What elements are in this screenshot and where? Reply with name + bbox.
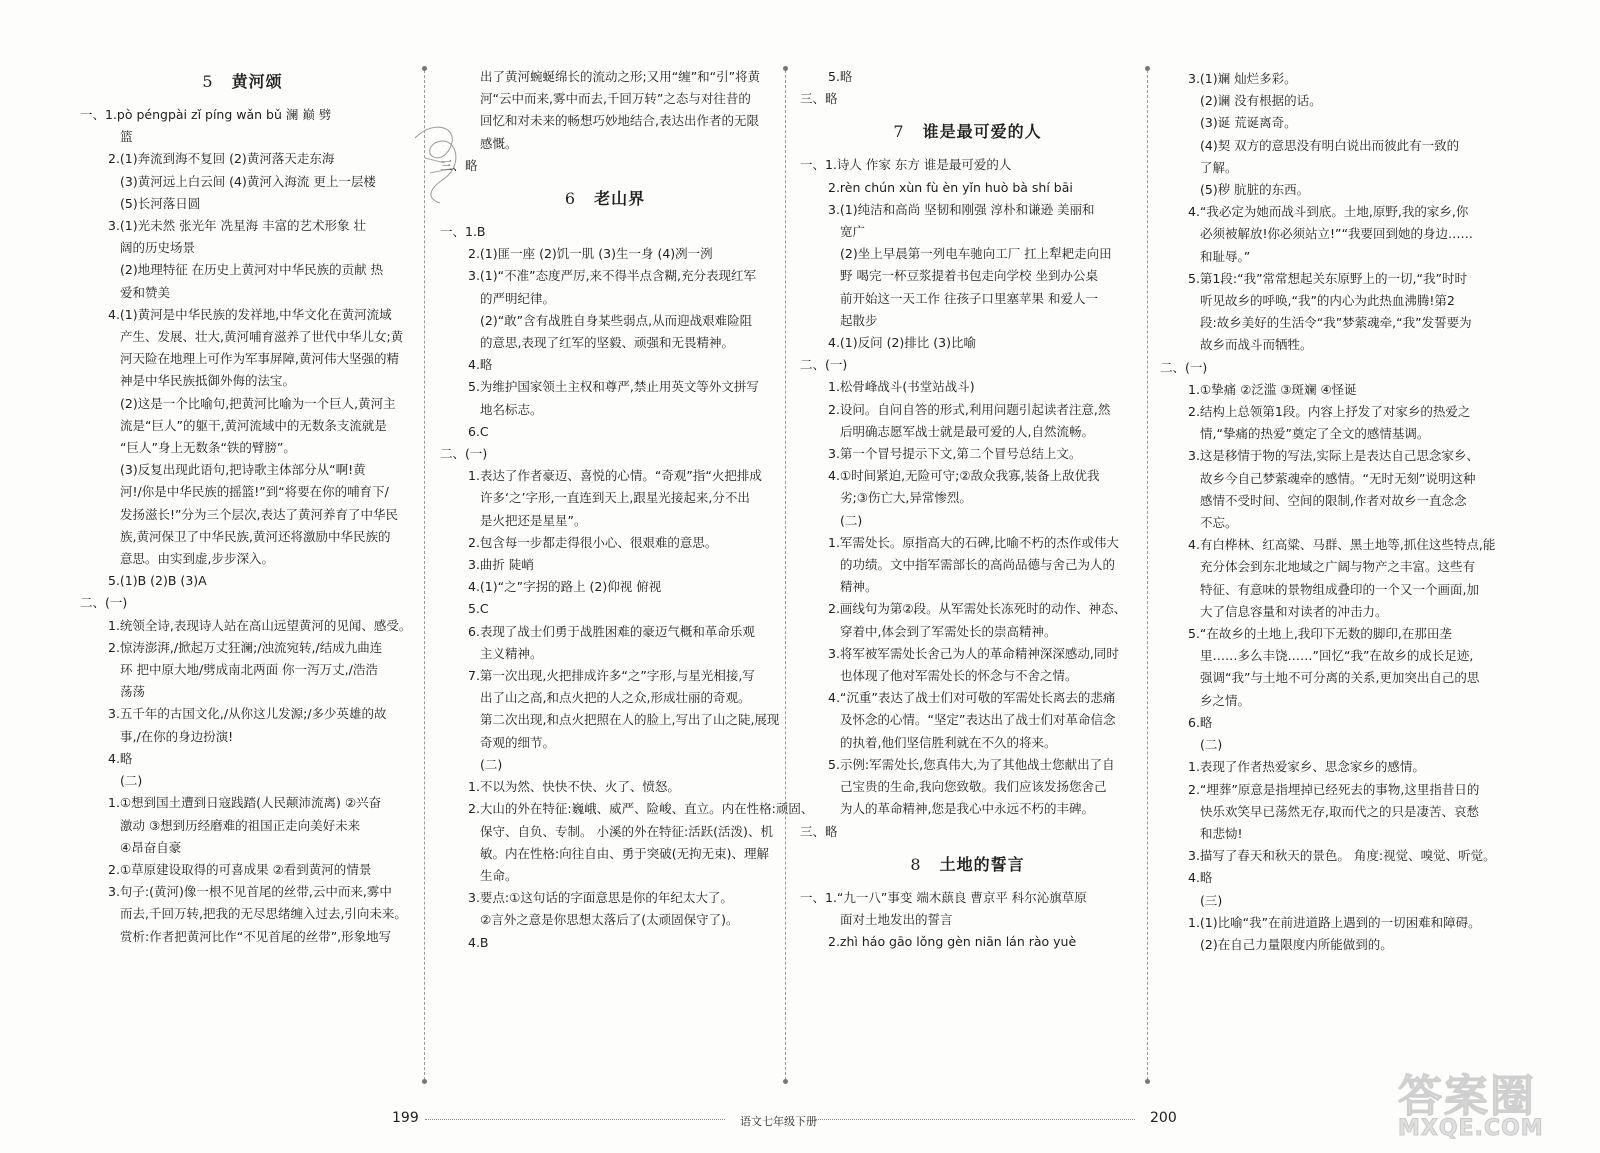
answer-line: 2.“埋葬”原意是指埋掉已经死去的事物,这里指昔日的 (1188, 781, 1480, 797)
answer-line: 2.包含每一步都走得很小心、很艰难的意思。 (468, 534, 718, 550)
answer-line: 6.表现了战士们勇于战胜困难的豪迈气概和革命乐观 (468, 623, 755, 639)
answer-line: 乡之情。 (1200, 692, 1251, 708)
answer-lines (440, 221, 814, 954)
answer-line: 5.“在故乡的土地上,我印下无数的脚印,在那田垄 (1188, 626, 1452, 642)
answer-line: 三、略 (800, 91, 838, 107)
answer-line: 7.第一次出现,火把排成许多“之”字形,与星光相接,写 (468, 668, 755, 684)
answer-line: 2.结构上总领第1段。内容上抒发了对家乡的热爱之 (1188, 404, 1471, 420)
answer-column-4 (1160, 68, 1500, 956)
answer-line: 敏。内在性格:向往自由、勇于突破(无拘无束)、理解 (480, 845, 769, 861)
answer-line: 和悲恸! (1200, 825, 1243, 841)
answer-line: 4.(1)“之”字拐的路上 (2)仰视 俯视 (468, 579, 662, 595)
answer-line: 3.(1)斓 灿烂多彩。 (1188, 71, 1297, 86)
answer-line: 情,“挚痛的热爱”奠定了全文的感情基调。 (1200, 426, 1430, 442)
answer-line: 神是中华民族抵御外侮的法宝。 (120, 373, 296, 389)
answer-line: 河!/你是中华民族的摇篮!”到“将要在你的哺育下/ (120, 484, 389, 500)
answer-line: 2.rèn chún xùn fù èn yǐn huò bà shí bāi (828, 179, 1073, 195)
answer-line: 4.有白桦林、红高粱、马群、黑土地等,抓住这些特点,能 (1188, 537, 1496, 553)
answer-line: 也体现了他对军需处长的怀念与不舍之情。 (840, 668, 1078, 684)
answer-line: 4.(1)黄河是中华民族的发祥地,中华文化在黄河流域 (108, 306, 392, 322)
answer-line: 5.为维护国家领土主权和尊严,禁止用英文等外文拼写 (468, 379, 759, 395)
footer-rule (425, 1119, 725, 1120)
watermark-url: MXQE.COM (1398, 1116, 1544, 1141)
answer-line: 2.大山的外在特征:巍峨、威严、险峻、直立。内在性格:顽固、 (468, 801, 814, 817)
answer-line: 5.(1)B (2)B (3)A (108, 573, 207, 589)
answer-line: 5.第1段:“我”常常想起关东原野上的一切,“我”时时 (1188, 270, 1467, 286)
answer-line: 6.C (468, 423, 489, 439)
answer-line: (2)地理特征 在历史上黄河对中华民族的贡献 热 (120, 262, 384, 278)
answer-line: 和耻辱。” (1200, 248, 1251, 264)
lesson-name: 黄河颂 (231, 72, 283, 91)
answer-line: 许多‘之’字形,一直连到天上,跟星光接起来,分不出 (480, 490, 750, 506)
lesson-number: 8 (910, 854, 922, 874)
answer-line: (3)反复出现此语句,把诗歌主体部分从“啊!黄 (120, 462, 366, 478)
answer-line: 3.曲折 陡峭 (468, 557, 534, 573)
answer-line: (三) (1200, 892, 1223, 908)
answer-line: 宽广 (840, 224, 866, 240)
answer-line: 3.(1)“不准”态度严厉,来不得半点含糊,充分表现红军 (468, 268, 757, 284)
answer-lines (800, 154, 1135, 842)
answer-lines (1160, 68, 1500, 956)
answer-line: 阔的历史场景 (120, 240, 196, 256)
answer-line: 一、1.诗人 作家 东方 谁是最可爱的人 (800, 157, 1012, 173)
answer-line: 赏析:作者把黄河比作“不见首尾的丝带”,形象地写 (120, 928, 392, 944)
answer-line: (3)黄河远上白云间 (4)黄河入海流 更上一层楼 (120, 173, 376, 189)
answer-line: 1.军需处长。原指高大的石碑,比喻不朽的杰作或伟大 (828, 534, 1119, 550)
answer-line: 4.略 (1188, 870, 1213, 886)
answer-line: 听见故乡的呼唤,“我”的内心为此热血沸腾!第2 (1200, 293, 1455, 309)
answer-line: 的执着,他们坚信胜利就在不久的将来。 (840, 734, 1057, 750)
answer-line: 1.①挚痛 ②泛滥 ③斑斓 ④怪诞 (1188, 381, 1357, 397)
answer-line: (3)诞 荒诞离奇。 (1200, 115, 1297, 131)
answer-line: 4.略 (108, 750, 133, 766)
answer-line: 荡荡 (120, 684, 146, 700)
answer-line: 感慨。 (480, 135, 518, 151)
lesson-title (800, 110, 1135, 154)
answer-line: 的功绩。文中指军需部长的高尚品德与舍己为人的 (840, 557, 1116, 573)
answer-line: 一、1.pò péngpài zǐ píng wǎn bǔ 澜 巅 劈 (80, 107, 332, 122)
answer-line: ④昂奋自豪 (120, 839, 182, 855)
answer-line: 奇观的细节。 (480, 734, 556, 750)
answer-line: 发扬滋长!”分为三个层次,表达了黄河养育了中华民 (120, 506, 398, 522)
answer-line: 3.要点:①这句话的字面意思是你的年纪太大了。 (468, 890, 733, 906)
answer-line: 产生、发展、壮大,黄河哺育滋养了世代中华儿女;黄 (120, 329, 404, 345)
answer-line: 4.(1)反问 (2)排比 (3)比喻 (828, 335, 976, 351)
answer-line: (2)坐上早晨第一列电车驰向工厂 扛上犁耙走向田 (840, 246, 1112, 262)
answer-column-1 (80, 60, 412, 948)
answer-column-3 (800, 66, 1135, 953)
answer-line: 3.五千年的古国文化,/从你这儿发源;/多少英雄的故 (108, 706, 387, 722)
answer-line: (二) (120, 773, 143, 789)
answer-line: 流是“巨人”的躯干,黄河流域中的无数条支流就是 (120, 417, 387, 433)
answer-line: 二、(一) (1160, 359, 1208, 375)
answer-line: 3.描写了春天和秋天的景色。 角度:视觉、嗅觉、听觉。 (1188, 848, 1496, 864)
answer-line: 第二次出现,和点火把照在人的脸上,写出了山之陡,展现 (480, 712, 780, 728)
answer-line: 1.表达了作者豪迈、喜悦的心情。“奇观”指“火把排成 (468, 468, 762, 484)
answer-line: 一、1.B (440, 224, 486, 240)
answer-line: 是火把还是星星”。 (480, 512, 587, 528)
answer-line: 劣;③伤亡大,异常惨烈。 (840, 490, 972, 506)
answer-line: 2.①草原建设取得的可喜成果 ②看到黄河的情景 (108, 861, 372, 877)
answer-line: 三、略 (800, 823, 838, 839)
answer-lines (800, 66, 1135, 110)
answer-line: 充分体会到东北地域之广阔与物产之丰富。这些有 (1200, 559, 1476, 575)
lesson-name: 老山界 (594, 189, 646, 209)
answer-line: 后明确志愿军战士就是最可爱的人,自然流畅。 (840, 423, 1094, 439)
answer-line: 4.“沉重”表达了战士们对可敬的军需处长离去的悲痛 (828, 690, 1116, 706)
answer-line: 起散步 (840, 312, 878, 328)
answer-line: 5.示例:军需处长,您真伟大,为了其他战士您献出了自 (828, 756, 1115, 772)
answer-line: 地名标志。 (480, 401, 543, 417)
answer-line: 1.松骨峰战斗(书堂站战斗) (828, 379, 975, 395)
answer-column-2 (440, 66, 814, 954)
answer-line: (二) (1200, 737, 1223, 753)
answer-line: 激动 ③想到历经磨难的祖国正走向美好未来 (120, 817, 361, 833)
answer-line: 3.(1)光未然 张光年 冼星海 丰富的艺术形象 壮 (108, 218, 367, 234)
answer-line: 精神。 (840, 579, 878, 595)
answer-line: 4.“我必定为她而战斗到底。土地,原野,我的家乡,你 (1188, 204, 1469, 220)
answer-line: (2)在自己力量限度内所能做到的。 (1200, 936, 1393, 952)
lesson-number: 5 (202, 72, 214, 91)
answer-line: 生命。 (480, 867, 518, 883)
answer-line: 感情不受时间、空间的限制,作者对故乡一直念念 (1200, 492, 1467, 508)
lesson-title (440, 177, 770, 221)
answer-line: 而去,千回万转,把我的无尽思绪缠入过去,引向未来。 (120, 906, 407, 922)
answer-line: 6.略 (1188, 714, 1213, 730)
answer-line: 1.统领全诗,表现诗人站在高山远望黄河的见闻、感受。 (108, 617, 412, 633)
answer-line: 4.①时间紧迫,无险可守;②敌众我寡,装备上敌优我 (828, 468, 1100, 484)
answer-line: 出了黄河蜿蜒绵长的流动之形;又用“缠”和“引”将黄 (480, 69, 761, 84)
answer-line: 意思。由实到虚,步步深入。 (120, 551, 274, 567)
answer-line: 3.(1)纯洁和高尚 坚韧和刚强 淳朴和谦逊 美丽和 (828, 201, 1095, 217)
answer-line: ②言外之意是你思想太落后了(太顽固保守了)。 (480, 912, 739, 928)
lesson-title (80, 60, 405, 104)
answer-line: 2.(1)匪一座 (2)饥一肌 (3)生一身 (4)冽一洌 (468, 246, 713, 262)
answer-line: 必须被解放!你必须站立!”“我要回到她的身边…… (1200, 226, 1473, 242)
column-divider (1147, 70, 1148, 1080)
answer-line: 己宝贵的生命,我向您致敬。我们应该发扬您舍己 (840, 779, 1107, 795)
answer-line: (二) (480, 756, 503, 772)
answer-line: 4.略 (468, 357, 493, 373)
answer-line: 2.(1)奔流到海不复回 (2)黄河落天走东海 (108, 151, 335, 167)
answer-line: 故乡今自己梦萦魂牵的感情。“无时无刻”说明这种 (1200, 470, 1476, 486)
answer-line: 3.这是移情于物的写法,实际上是表达自己思念家乡、 (1188, 448, 1479, 464)
answer-line: 5.C (468, 601, 489, 617)
answer-line: 故乡而战斗而牺牲。 (1200, 337, 1313, 353)
answer-line: 保守、自负、专制。 小溪的外在特征:活跃(活泼)、机 (480, 823, 773, 839)
answer-line: 5.略 (828, 69, 853, 84)
answer-line: 1.(1)比喻“我”在前进道路上遇到的一切困难和障碍。 (1188, 914, 1481, 930)
answer-line: 为人的革命精神,您是我心中永远不朽的丰碑。 (840, 801, 1094, 817)
answer-line: 面对土地发出的誓言 (840, 911, 953, 927)
answer-line: 族,黄河保卫了中华民族,黄河还将激励中华民族的 (120, 528, 391, 544)
answer-line: 里……多么丰饶……”回忆“我”在故乡的成长足迹, (1200, 648, 1474, 664)
answer-line: 一、1.“九一八”事变 端木蕻良 曹京平 科尔沁旗草原 (800, 889, 1087, 905)
column-divider (424, 70, 425, 1080)
answer-line: 1.①想到国土遭到日寇践踏(人民颠沛流离) ②兴奋 (108, 795, 382, 811)
answer-line: (2)“敢”含有战胜自身某些弱点,从而迎战艰难险阻 (480, 312, 753, 328)
answer-line: 的严明纪律。 (480, 290, 556, 306)
answer-line: (二) (840, 512, 863, 528)
watermark-text: 答案圈 (1398, 1071, 1536, 1122)
answer-line: 爱和赞美 (120, 284, 171, 300)
answer-line: 出了山之高,和点火把的人之众,形成壮丽的奇观。 (480, 690, 751, 706)
answer-lines (440, 66, 770, 177)
answer-line: 2.设问。自问自答的形式,利用问题引起读者注意,然 (828, 401, 1111, 417)
answer-line: 特征、有意味的景物组成叠印的一个又一个画面,加 (1200, 581, 1479, 597)
answer-line: 了解。 (1200, 159, 1238, 175)
answer-line: 2.画线句为第②段。从军需处长冻死时的动作、神态、 (828, 601, 1127, 617)
lesson-number: 6 (564, 189, 577, 209)
answer-line: 河天险在地理上可作为军事屏障,黄河伟大坚强的精 (120, 351, 399, 367)
answer-line: 前开始这一天工作 往孩子口里塞苹果 和爱人一 (840, 290, 1098, 306)
answer-line: 二、(一) (440, 446, 488, 462)
lesson-title (800, 843, 1135, 887)
answer-line: 环 把中原大地/劈成南北两面 你一泻万丈,/浩浩 (120, 662, 378, 678)
answer-line: 二、(一) (800, 357, 848, 373)
answer-line: (2)谰 没有根据的话。 (1200, 93, 1322, 109)
answer-line: 二、(一) (80, 595, 128, 611)
answer-lines (80, 104, 412, 948)
answer-line: 河“云中而来,雾中而去,千回万转”之态与对往昔的 (480, 91, 751, 107)
answer-line: (2)这是一个比喻句,把黄河比喻为一个巨人,黄河主 (120, 395, 396, 411)
lesson-number: 7 (893, 122, 905, 142)
answer-line: 1.表现了作者热爱家乡、思念家乡的感情。 (1188, 759, 1425, 775)
column-divider (785, 70, 786, 1080)
answer-line: 篮 (120, 129, 133, 145)
answer-line: 主义精神。 (480, 645, 543, 661)
answer-line: 快乐欢笑早已荡然无存,取而代之的只是凄苦、哀愁 (1200, 803, 1479, 819)
answer-lines (800, 887, 1135, 954)
answer-line: 三、略 (440, 157, 478, 173)
lesson-name: 谁是最可爱的人 (922, 122, 1042, 142)
answer-line: 3.第一个冒号提示下文,第二个冒号总结上文。 (828, 446, 1082, 462)
answer-line: (5)秽 肮脏的东西。 (1200, 182, 1310, 198)
answer-line: 3.将军被军需处长舍己为人的革命精神深深感动,同时 (828, 645, 1119, 661)
page-number-left: 199 (392, 1110, 419, 1126)
answer-line: 段:故乡美好的生活令“我”梦萦魂牵,“我”发誓要为 (1200, 315, 1472, 331)
answer-line: 强调“我”与土地不可分离的关系,更加突出自己的思 (1200, 670, 1480, 686)
watermark-logo (1390, 1060, 1580, 1145)
answer-line: 不忘。 (1200, 515, 1238, 531)
answer-line: 大了信息容量和对读者的冲击力。 (1200, 603, 1388, 619)
answer-line: 野 喝完一杯豆浆提着书包走向学校 坐到办公桌 (840, 268, 1098, 284)
lesson-name: 土地的誓言 (939, 854, 1025, 874)
answer-line: (4)契 双方的意思没有明白说出而彼此有一致的 (1200, 137, 1460, 153)
answer-line: 2.zhì háo gāo lǒng gèn niān lán rào yuè (828, 934, 1077, 950)
answer-line: 2.惊涛澎湃,/掀起万丈狂澜;/浊流宛转,/结成九曲连 (108, 639, 383, 655)
book-title: 语文七年级下册 (740, 1115, 817, 1128)
answer-line: 回忆和对未来的畅想巧妙地结合,表达出作者的无限 (480, 113, 759, 129)
answer-line: 及怀念的心情。“坚定”表达出了战士们对革命信念 (840, 712, 1116, 728)
answer-line: 事,/在你的身边扮演! (120, 728, 234, 744)
page-number-right: 200 (1150, 1110, 1177, 1126)
answer-line: 3.句子:(黄河)像一根不见首尾的丝带,云中而来,雾中 (108, 884, 392, 900)
answer-line: 穿着中,体会到了军需处长的崇高精神。 (840, 623, 1057, 639)
answer-line: 4.B (468, 934, 489, 950)
footer-rule (815, 1119, 1135, 1120)
answer-line: 1.不以为然、快快不快、火了、愤怒。 (468, 779, 680, 795)
answer-line: (5)长河落日圆 (120, 195, 201, 211)
answer-line: “巨人”身上无数条“铁的臂膀”。 (120, 440, 296, 456)
answer-line: 的意思,表现了红军的坚毅、顽强和无畏精神。 (480, 335, 734, 351)
